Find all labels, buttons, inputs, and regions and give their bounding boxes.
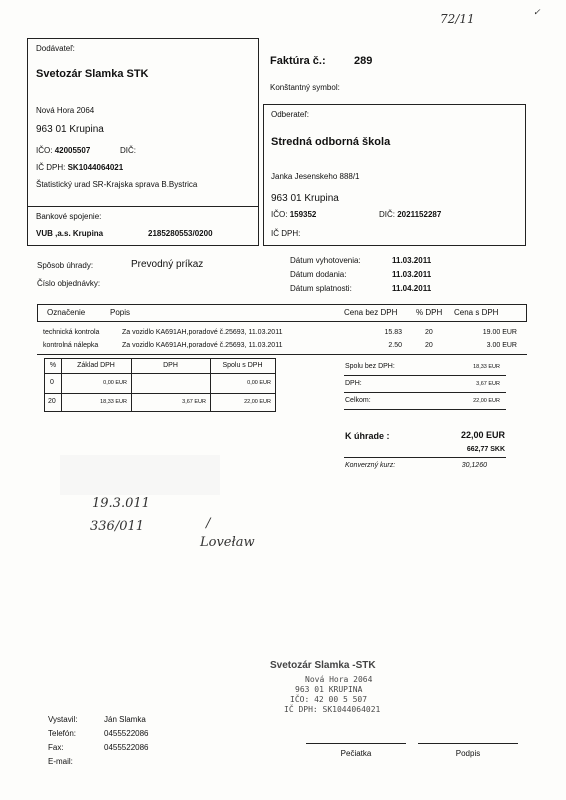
stamp-ico: IČO: 42 00 5 507 [290,695,368,704]
signature-caption: Podpis [455,749,481,758]
supplier-ico-label: IČO: [36,146,53,155]
row-description: Za vozidlo KA691AH,poradové č.25693, 11.03.2011 [122,342,283,349]
summary-total-value: 22,00 EUR [473,398,500,404]
supplier-name: Svetozár Slamka STK [36,68,149,80]
row-description: Za vozidlo KA691AH,poradové č.25693, 11.03.2011 [122,329,283,336]
delivery-date-label: Dátum dodania: [290,270,347,279]
row-designation: technická kontrola [43,329,100,336]
customer-label: Odberateľ: [271,110,309,119]
supplier-registry: Štatistický urad SR-Krajska sprava B.Bystrica [36,180,198,189]
issued-by: Ján Slamka [104,715,146,724]
stamp-city: 963 01 KRUPINA [295,685,363,694]
supplier-box [27,38,259,246]
due-date: 11.04.2011 [392,284,432,293]
items-bottom-rule [37,354,527,355]
handwritten-top-note: 72/11 [440,12,475,26]
fax-label: Fax: [48,743,64,752]
table-row [37,342,527,354]
vat-row-pct: 20 [48,398,56,405]
handwritten-slash: / [206,516,211,531]
supplier-divider [28,206,258,207]
stamp-icdph: IČ DPH: SK1044064021 [284,705,381,714]
supplier-icdph-label: IČ DPH: [36,163,66,172]
handwritten-number: 336/011 [90,519,145,534]
vat-header-total: Spolu s DPH [222,362,263,369]
row-price-incl: 3.00 EUR [486,342,517,349]
bank-label: Bankové spojenie: [36,212,102,221]
header-price-excl: Cena bez DPH [344,308,398,317]
delivery-date: 11.03.2011 [392,270,432,279]
row-price-excl: 2.50 [388,342,402,349]
check-mark-icon: ✓ [533,8,541,18]
supplier-street: Nová Hora 2064 [36,106,95,115]
payment-method: Prevodný príkaz [131,259,204,270]
vat-row-pct: 0 [50,379,54,386]
issued-by-label: Vystavil: [48,715,78,724]
vat-row-base: 0,00 EUR [103,380,127,386]
due-date-label: Dátum splatnosti: [290,284,352,293]
payment-method-label: Spôsob úhrady: [37,261,94,270]
supplier-zip-city: 963 01 Krupina [36,124,104,135]
row-vat-pct: 20 [425,329,433,336]
customer-dic-label: DIČ: [379,210,395,219]
subtotal-label: Spolu bez DPH: [345,363,395,370]
issue-date-label: Dátum vyhotovenia: [290,256,361,265]
customer-icdph-label: IČ DPH: [271,229,301,238]
issue-date: 11.03.2011 [392,256,432,265]
supplier-icdph: SK1044064021 [67,163,124,172]
customer-street: Janka Jesenskeho 888/1 [271,172,360,181]
customer-dic: 2021152287 [397,210,442,219]
fax: 0455522086 [104,743,149,752]
phone-label: Telefón: [48,729,77,738]
summary-total-label: Celkom: [345,397,371,404]
vat-table [44,358,276,412]
vat-header-base: Základ DPH [77,362,115,369]
customer-box [263,104,526,246]
supplier-dic-label: DIČ: [120,146,136,155]
amount-due-eur: 22,00 EUR [460,430,505,440]
header-vat-pct: % DPH [416,308,443,317]
summary-vat-value: 3,67 EUR [476,381,500,387]
order-number-label: Číslo objednávky: [37,279,101,288]
bank-account: 2185280553/0200 [148,229,213,238]
amount-due-label: K úhrade : [345,431,390,441]
table-row [37,329,527,341]
customer-dic-row [379,210,441,219]
stamp-caption: Pečiatka [340,749,372,758]
stamp-line [306,743,406,744]
company-stamp [270,660,410,720]
bank-name: VUB ,a.s. Krupina [36,229,104,238]
customer-ico-label: IČO: [271,210,288,219]
signature-line [418,743,518,744]
items-header [37,304,527,322]
vat-header-vat: DPH [163,362,178,369]
phone: 0455522086 [104,729,149,738]
amount-due-skk: 662,77 SKK [466,446,505,453]
invoice-number: 289 [354,55,373,67]
supplier-icdph-row [36,163,123,172]
supplier-ico: 42005507 [54,146,91,155]
vat-row-total: 0,00 EUR [247,380,271,386]
vat-row-vat: 3,67 EUR [182,399,206,405]
vat-row-base: 18,33 EUR [100,399,127,405]
email-label: E-mail: [48,757,73,766]
header-description: Popis [110,308,131,317]
handwritten-signature: Loveław [200,535,255,550]
stamp-name: Svetozár Slamka -STK [270,660,376,671]
summary-vat-label: DPH: [345,380,362,387]
handwritten-date: 19.3.011 [92,496,150,511]
row-price-excl: 15.83 [384,329,402,336]
customer-ico: 159352 [289,210,317,219]
row-price-incl: 19.00 EUR [482,329,517,336]
supplier-ico-row [36,146,90,155]
header-price-incl: Cena s DPH [454,308,499,317]
customer-ico-row [271,210,316,219]
header-designation: Označenie [47,308,86,317]
customer-name: Stredná odborná škola [271,136,391,148]
row-vat-pct: 20 [425,342,433,349]
faded-stamp-area [60,455,220,495]
invoice-title: Faktúra č.: [270,55,326,67]
vat-header-pct: % [49,362,57,369]
conversion-rate-label: Konverzný kurz: [345,462,396,469]
const-symbol-label: Konštantný symbol: [270,83,340,92]
conversion-rate: 30,1260 [461,462,487,469]
supplier-label: Dodávateľ: [36,44,75,53]
stamp-street: Nová Hora 2064 [305,675,373,684]
row-designation: kontrolná nálepka [43,342,99,349]
customer-zip-city: 963 01 Krupina [271,193,339,204]
subtotal-value: 18,33 EUR [473,364,500,370]
vat-row-total: 22,00 EUR [244,399,271,405]
